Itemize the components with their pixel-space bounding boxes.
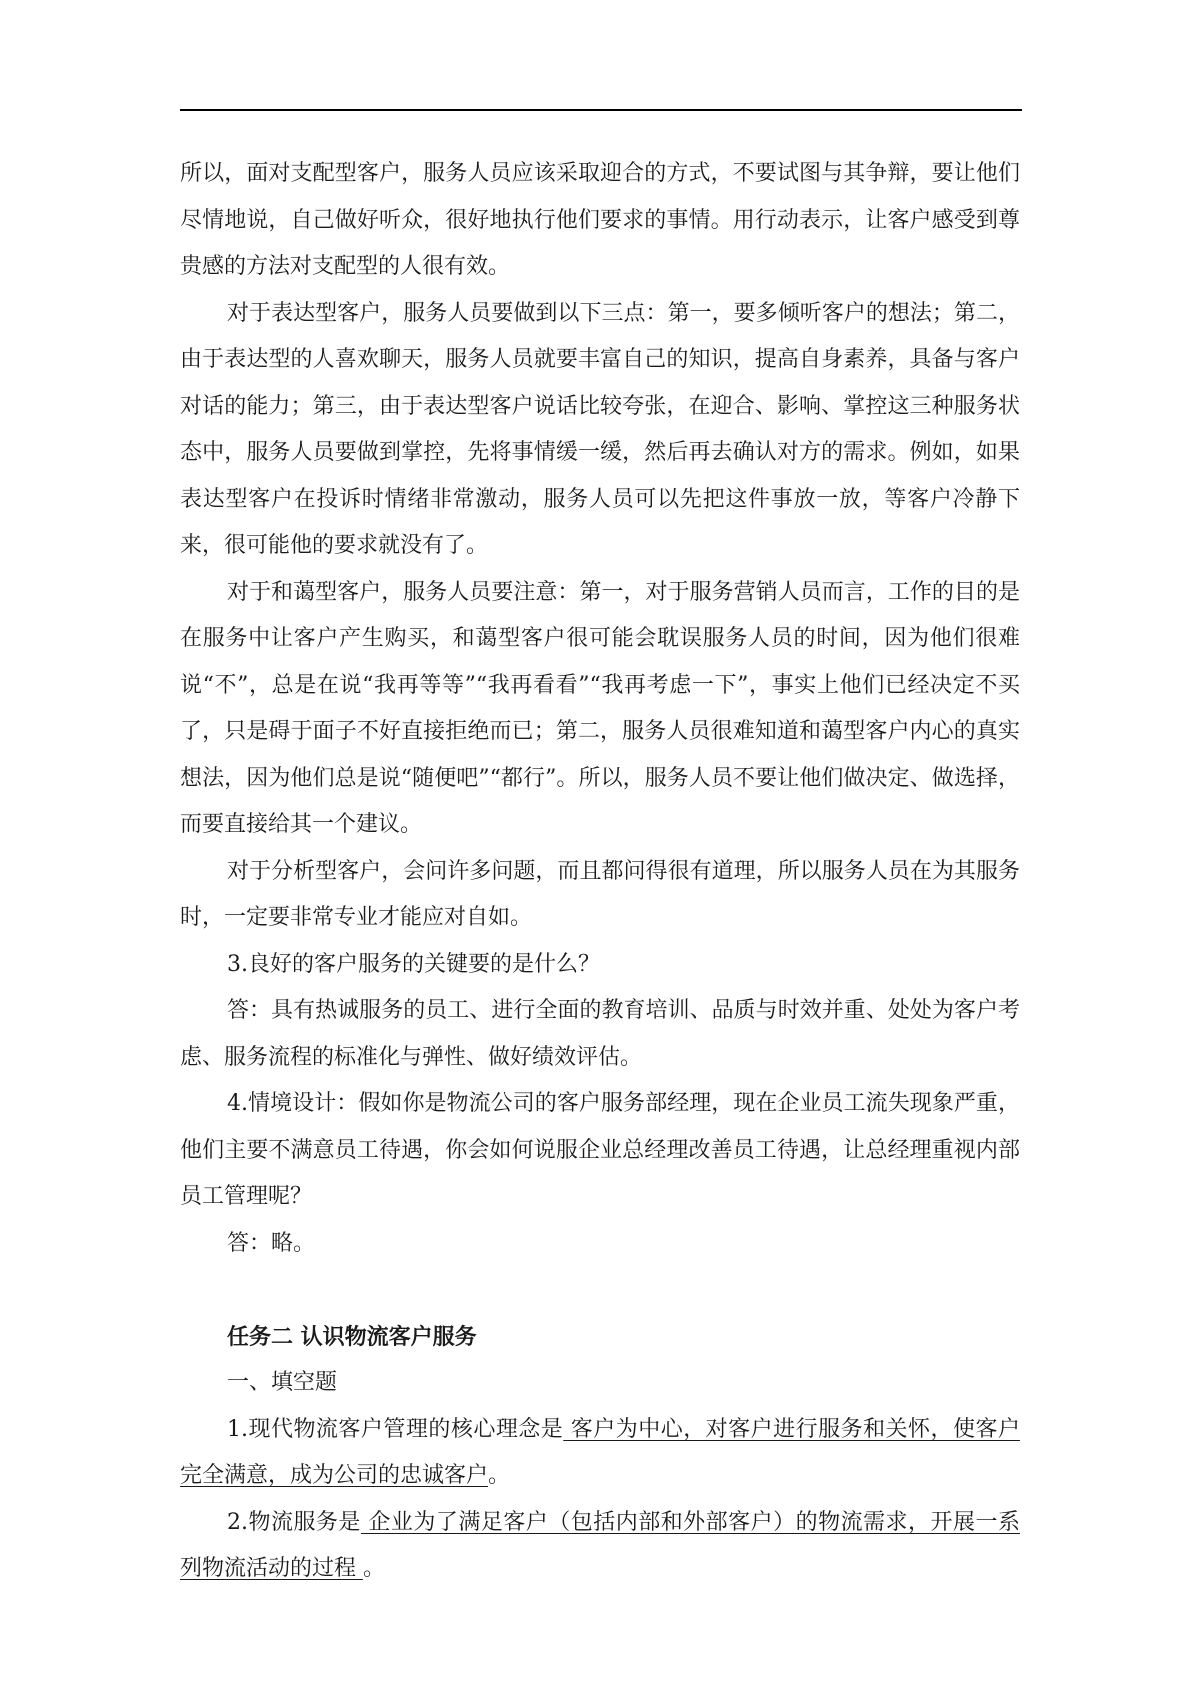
fill-blank-2-suffix: 。 [363, 1556, 386, 1581]
document-body [180, 151, 1020, 1593]
fill-blank-2 [180, 1500, 1020, 1593]
paragraph-amiable-customer: 对于和蔼型客户，服务人员要注意：第一，对于服务营销人员而言，工作的目的是在服务中让客户产生购买，和蔼型客户很可能会耽误服务人员的时间，因为他们很难说“不”，总是在说“我再等等”“我再看看”“我再考虑一下”，事实上他们已经决定不买了，只是碍于面子不好直接拒绝而已；第二，服务人员很难知道和蔼型客户内心的真实想法，因为他们总是说“随便吧”“都行”。所以，服务人员不要让他们做决定、做选择，而要直接给其一个建议。 [180, 579, 1020, 837]
paragraph-expressive-customer: 对于表达型客户，服务人员要做到以下三点：第一，要多倾听客户的想法；第二，由于表达型的人喜欢聊天，服务人员就要丰富自己的知识，提高自身素养，具备与客户对话的能力；第三，由于表达型客户说话比较夸张，在迎合、影响、掌控这三种服务状态中，服务人员要做到掌控，先将事情缓一缓，然后再去确认对方的需求。例如，如果表达型客户在投诉时情绪非常激动，服务人员可以先把这件事放一放，等客户冷静下来，很可能他的要求就没有了。 [180, 300, 1020, 558]
section-spacer [180, 1267, 1020, 1314]
fill-blank-2-prefix: 2.物流服务是 [227, 1509, 361, 1535]
paragraph-dominant-customer: 所以，面对支配型客户，服务人员应该采取迎合的方式，不要试图与其争辩，要让他们尽情地说，自己做好听众，很好地执行他们要求的事情。用行动表示，让客户感受到尊贵感的方法对支配型的人很有效。 [180, 161, 1020, 279]
answer-3: 答：具有热诚服务的员工、进行全面的教育培训、品质与时效并重、处处为客户考虑、服务流程的标准化与弹性、做好绩效评估。 [180, 998, 1020, 1070]
section-subheading: 一、填空题 [227, 1370, 338, 1395]
fill-blank-1-answer: 客户为中心，对客户进行服务和关怀，使客户完全满意，成为公司的忠诚客户 [180, 1416, 1020, 1488]
question-4: 4.情境设计：假如你是物流公司的客户服务部经理，现在企业员工流失现象严重，他们主要不满意员工待遇，你会如何说服企业总经理改善员工待遇，让总经理重视内部员工管理呢？ [180, 1091, 1020, 1209]
fill-blank-1-prefix: 1.现代物流客户管理的核心理念是 [227, 1416, 564, 1442]
header-rule [180, 109, 1022, 111]
fill-blank-1-suffix: 。 [488, 1463, 511, 1488]
fill-blank-1 [180, 1407, 1020, 1500]
question-3: 3.良好的客户服务的关键要的是什么？ [227, 951, 600, 977]
section-title: 任务二 认识物流客户服务 [227, 1323, 477, 1350]
fill-blank-2-answer: 企业为了满足客户（包括内部和外部客户）的物流需求，开展一系列物流活动的过程 [180, 1509, 1020, 1581]
paragraph-analytical-customer: 对于分析型客户，会问许多问题，而且都问得很有道理，所以服务人员在为其服务时，一定要非常专业才能应对自如。 [180, 858, 1020, 930]
answer-4: 答：略。 [227, 1230, 316, 1256]
